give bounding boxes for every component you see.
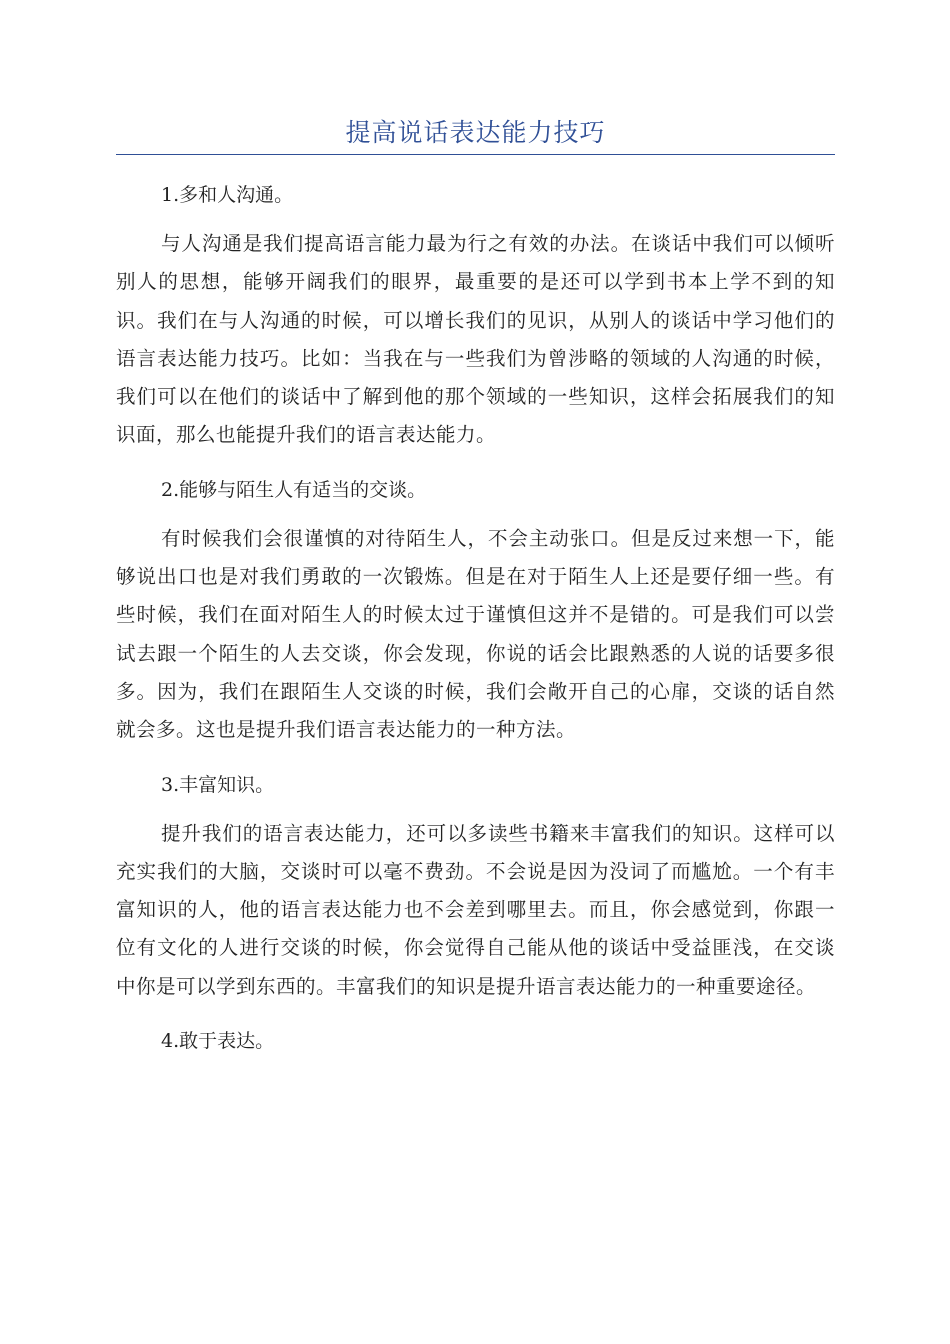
section-heading-2: 2.能够与陌生人有适当的交谈。 xyxy=(161,478,427,501)
section-paragraph-2: 有时候我们会很谨慎的对待陌生人，不会主动张口。但是反过来想一下，能够说出口也是对我们勇敢的一次锻炼。但是在对于陌生人上还是要仔细一些。有些时候，我们在面对陌生人的时候太过于谨慎但这并不是错的。可是我们可以尝试去跟一个陌生的人去交谈，你会发现，你说的话会比跟熟悉的人说的话要多很多。因为，我们在跟陌生人交谈的时候，我们会敞开自己的心扉，交谈的话自然就会多。这也是提升我们语言表达能力的一种方法。 xyxy=(116,526,835,742)
section-paragraph-1: 与人沟通是我们提高语言能力最为行之有效的办法。在谈话中我们可以倾听别人的思想，能够开阔我们的眼界，最重要的是还可以学到书本上学不到的知识。我们在与人沟通的时候，可以增长我们的见识，从别人的谈话中学习他们的语言表达能力技巧。比如：当我在与一些我们为曾涉略的领域的人沟通的时候，我们可以在他们的谈话中了解到他的那个领域的一些知识，这样会拓展我们的知识面，那么也能提升我们的语言表达能力。 xyxy=(116,232,835,447)
section-paragraph-3: 提升我们的语言表达能力，还可以多读些书籍来丰富我们的知识。这样可以充实我们的大脑，交谈时可以毫不费劲。不会说是因为没词了而尴尬。一个有丰富知识的人，他的语言表达能力也不会差到哪里去。而且，你会感觉到，你跟一位有文化的人进行交谈的时候，你会觉得自己能从他的谈话中受益匪浅，在交谈中你是可以学到东西的。丰富我们的知识是提升语言表达能力的一种重要途径。 xyxy=(116,821,835,998)
section-heading-3: 3.丰富知识。 xyxy=(161,773,275,796)
document-title: 提高说话表达能力技巧 xyxy=(345,118,606,147)
section-heading-4: 4.敢于表达。 xyxy=(161,1030,275,1053)
title-underline xyxy=(116,154,835,155)
section-heading-1: 1.多和人沟通。 xyxy=(161,184,294,206)
document-body xyxy=(116,171,835,1066)
